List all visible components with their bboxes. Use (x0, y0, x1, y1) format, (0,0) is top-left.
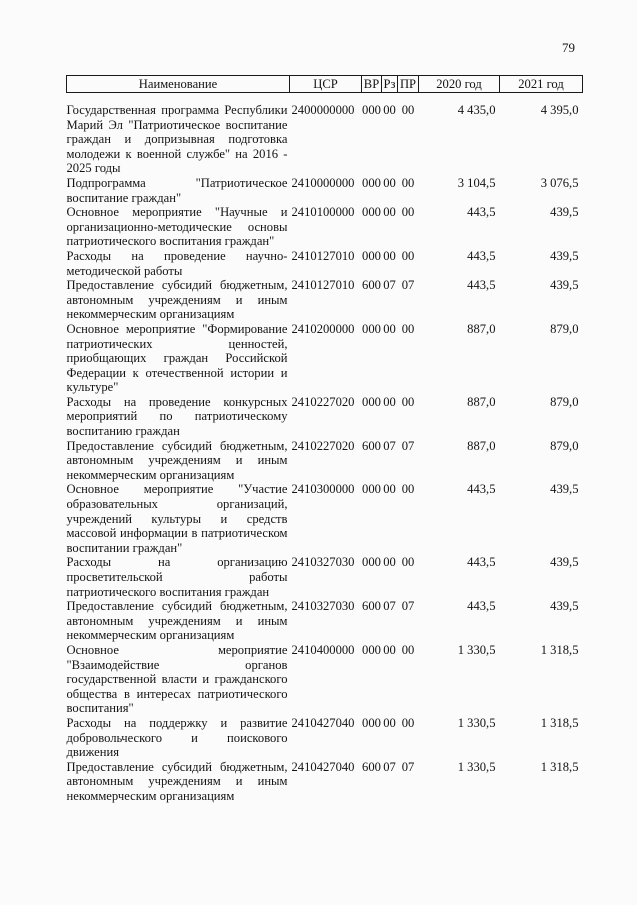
row-pr: 00 (401, 205, 415, 220)
row-pr: 07 (401, 599, 415, 614)
row-2020: 443,5 (467, 555, 496, 570)
row-2020: 887,0 (467, 321, 496, 336)
row-vr: 600 (362, 438, 381, 453)
table-row (67, 249, 583, 278)
row-name: Подпрограмма "Патриотическое воспитание граждан" (66, 175, 288, 205)
row-pr: 00 (401, 482, 415, 497)
row-2020: 4 435,0 (457, 103, 496, 117)
row-csr: 2410400000 (291, 642, 355, 657)
row-2020: 443,5 (467, 205, 496, 220)
row-pr: 07 (401, 438, 415, 453)
row-2021: 1 318,5 (540, 759, 579, 774)
row-2021: 439,5 (550, 555, 579, 570)
row-2020: 3 104,5 (457, 175, 496, 190)
row-pr: 07 (401, 278, 415, 293)
row-name: Расходы на организацию просветительской работы патриотического воспитания граждан (66, 555, 288, 599)
row-2021: 439,5 (550, 482, 579, 497)
row-pr: 00 (401, 555, 415, 570)
row-name: Предоставление субсидий бюджетным, автономным учреждениям и иным некоммерческим организациям (66, 278, 288, 322)
table-row (67, 760, 583, 804)
header-2021: 2021 год (500, 76, 583, 93)
row-pr: 00 (401, 103, 415, 117)
row-2021: 879,0 (550, 438, 579, 453)
row-vr: 000 (362, 248, 381, 263)
row-pr: 00 (401, 175, 415, 190)
budget-table (66, 75, 583, 804)
row-rz: 07 (383, 278, 396, 293)
row-2020: 443,5 (467, 248, 496, 263)
row-vr: 000 (362, 394, 381, 409)
row-csr: 2410327030 (291, 555, 355, 570)
row-name: Основное мероприятие "Взаимодействие органов государственной власти и гражданского общества в интересах патриотического воспитания" (66, 642, 288, 716)
row-vr: 600 (362, 278, 381, 293)
table-row (67, 716, 583, 760)
table-row (67, 322, 583, 395)
row-vr: 000 (362, 205, 381, 220)
row-rz: 07 (383, 599, 396, 614)
row-rz: 00 (383, 205, 396, 220)
row-vr: 000 (362, 321, 381, 336)
row-csr: 2410427040 (291, 715, 355, 730)
row-vr: 600 (362, 759, 381, 774)
header-rz: Рз (382, 76, 398, 93)
table-row (67, 278, 583, 322)
row-name: Государственная программа Республики Марий Эл "Патриотическое воспитание граждан и допризывная подготовка молодежи к военной службе" на 2016 - 2025 годы (66, 103, 288, 176)
row-name: Основное мероприятие "Формирование патриотических ценностей, приобщающих граждан Российской Федерации к отечественной истории и культуре" (66, 321, 288, 395)
row-name: Расходы на поддержку и развитие добровольческого и поискового движения (66, 715, 288, 760)
row-csr: 2410227020 (291, 394, 355, 409)
row-vr: 000 (362, 715, 381, 730)
row-rz: 00 (383, 394, 396, 409)
row-rz: 00 (383, 175, 396, 190)
table-row (67, 555, 583, 599)
header-vr: ВР (362, 76, 382, 93)
row-2021: 439,5 (550, 205, 579, 220)
table-row (67, 205, 583, 249)
table-row (67, 599, 583, 643)
page-number: 79 (562, 40, 575, 55)
table-row (67, 439, 583, 483)
row-vr: 000 (362, 175, 381, 190)
row-name: Предоставление субсидий бюджетным, автономным учреждениям и иным некоммерческим организациям (66, 438, 288, 482)
row-rz: 00 (383, 103, 396, 117)
row-2021: 3 076,5 (540, 175, 579, 190)
row-rz: 07 (383, 438, 396, 453)
row-csr: 2410427040 (291, 759, 355, 774)
row-name: Основное мероприятие "Научные и организационно-методические основы патриотического воспитания граждан" (66, 205, 288, 249)
row-2021: 1 318,5 (540, 715, 579, 730)
row-rz: 00 (383, 321, 396, 336)
row-rz: 00 (383, 642, 396, 657)
row-2021: 879,0 (550, 394, 579, 409)
row-csr: 2410127010 (291, 278, 355, 293)
row-vr: 000 (362, 103, 381, 117)
row-rz: 00 (383, 555, 396, 570)
row-rz: 07 (383, 759, 396, 774)
row-2021: 439,5 (550, 599, 579, 614)
row-2020: 1 330,5 (457, 642, 496, 657)
table-row (67, 176, 583, 205)
row-pr: 00 (401, 321, 415, 336)
row-2020: 443,5 (467, 278, 496, 293)
row-2020: 887,0 (467, 438, 496, 453)
row-name: Предоставление субсидий бюджетным, автономным учреждениям и иным некоммерческим организациям (66, 599, 288, 643)
row-vr: 600 (362, 599, 381, 614)
row-csr: 2410127010 (291, 248, 355, 263)
row-pr: 00 (401, 394, 415, 409)
row-2021: 4 395,0 (540, 103, 579, 117)
row-pr: 07 (401, 759, 415, 774)
row-2021: 879,0 (550, 321, 579, 336)
row-csr: 2410200000 (291, 321, 355, 336)
row-2021: 439,5 (550, 278, 579, 293)
row-name: Расходы на проведение научно-методической работы (66, 248, 288, 278)
table-row (67, 103, 583, 176)
table-row (67, 395, 583, 439)
row-2020: 443,5 (467, 599, 496, 614)
row-vr: 000 (362, 555, 381, 570)
row-csr: 2410100000 (291, 205, 355, 220)
row-csr: 2410000000 (291, 175, 355, 190)
row-csr: 2400000000 (291, 103, 355, 117)
row-rz: 00 (383, 715, 396, 730)
row-vr: 000 (362, 642, 381, 657)
row-name: Расходы на проведение конкурсных мероприятий по патриотическому воспитанию граждан (66, 394, 288, 439)
row-name: Основное мероприятие "Участие образовательных организаций, учреждений культуры и средств массовой информации в патриотическом воспитании граждан" (66, 482, 288, 555)
row-vr: 000 (362, 482, 381, 497)
header-csr: ЦСР (290, 76, 362, 93)
row-2020: 443,5 (467, 482, 496, 497)
row-2020: 1 330,5 (457, 759, 496, 774)
header-spacer (67, 93, 583, 104)
row-2020: 887,0 (467, 394, 496, 409)
header-2020: 2020 год (419, 76, 500, 93)
row-2020: 1 330,5 (457, 715, 496, 730)
row-rz: 00 (383, 482, 396, 497)
row-csr: 2410327030 (291, 599, 355, 614)
table-header-row (67, 76, 583, 93)
header-pr: ПР (398, 76, 419, 93)
table-row (67, 482, 583, 555)
row-pr: 00 (401, 715, 415, 730)
table-row (67, 643, 583, 716)
row-pr: 00 (401, 642, 415, 657)
row-csr: 2410300000 (291, 482, 355, 497)
row-csr: 2410227020 (291, 438, 355, 453)
row-name: Предоставление субсидий бюджетным, автономным учреждениям и иным некоммерческим организациям (66, 759, 288, 803)
header-name: Наименование (67, 76, 290, 93)
row-2021: 1 318,5 (540, 642, 579, 657)
row-pr: 00 (401, 248, 415, 263)
row-rz: 00 (383, 248, 396, 263)
row-2021: 439,5 (550, 248, 579, 263)
